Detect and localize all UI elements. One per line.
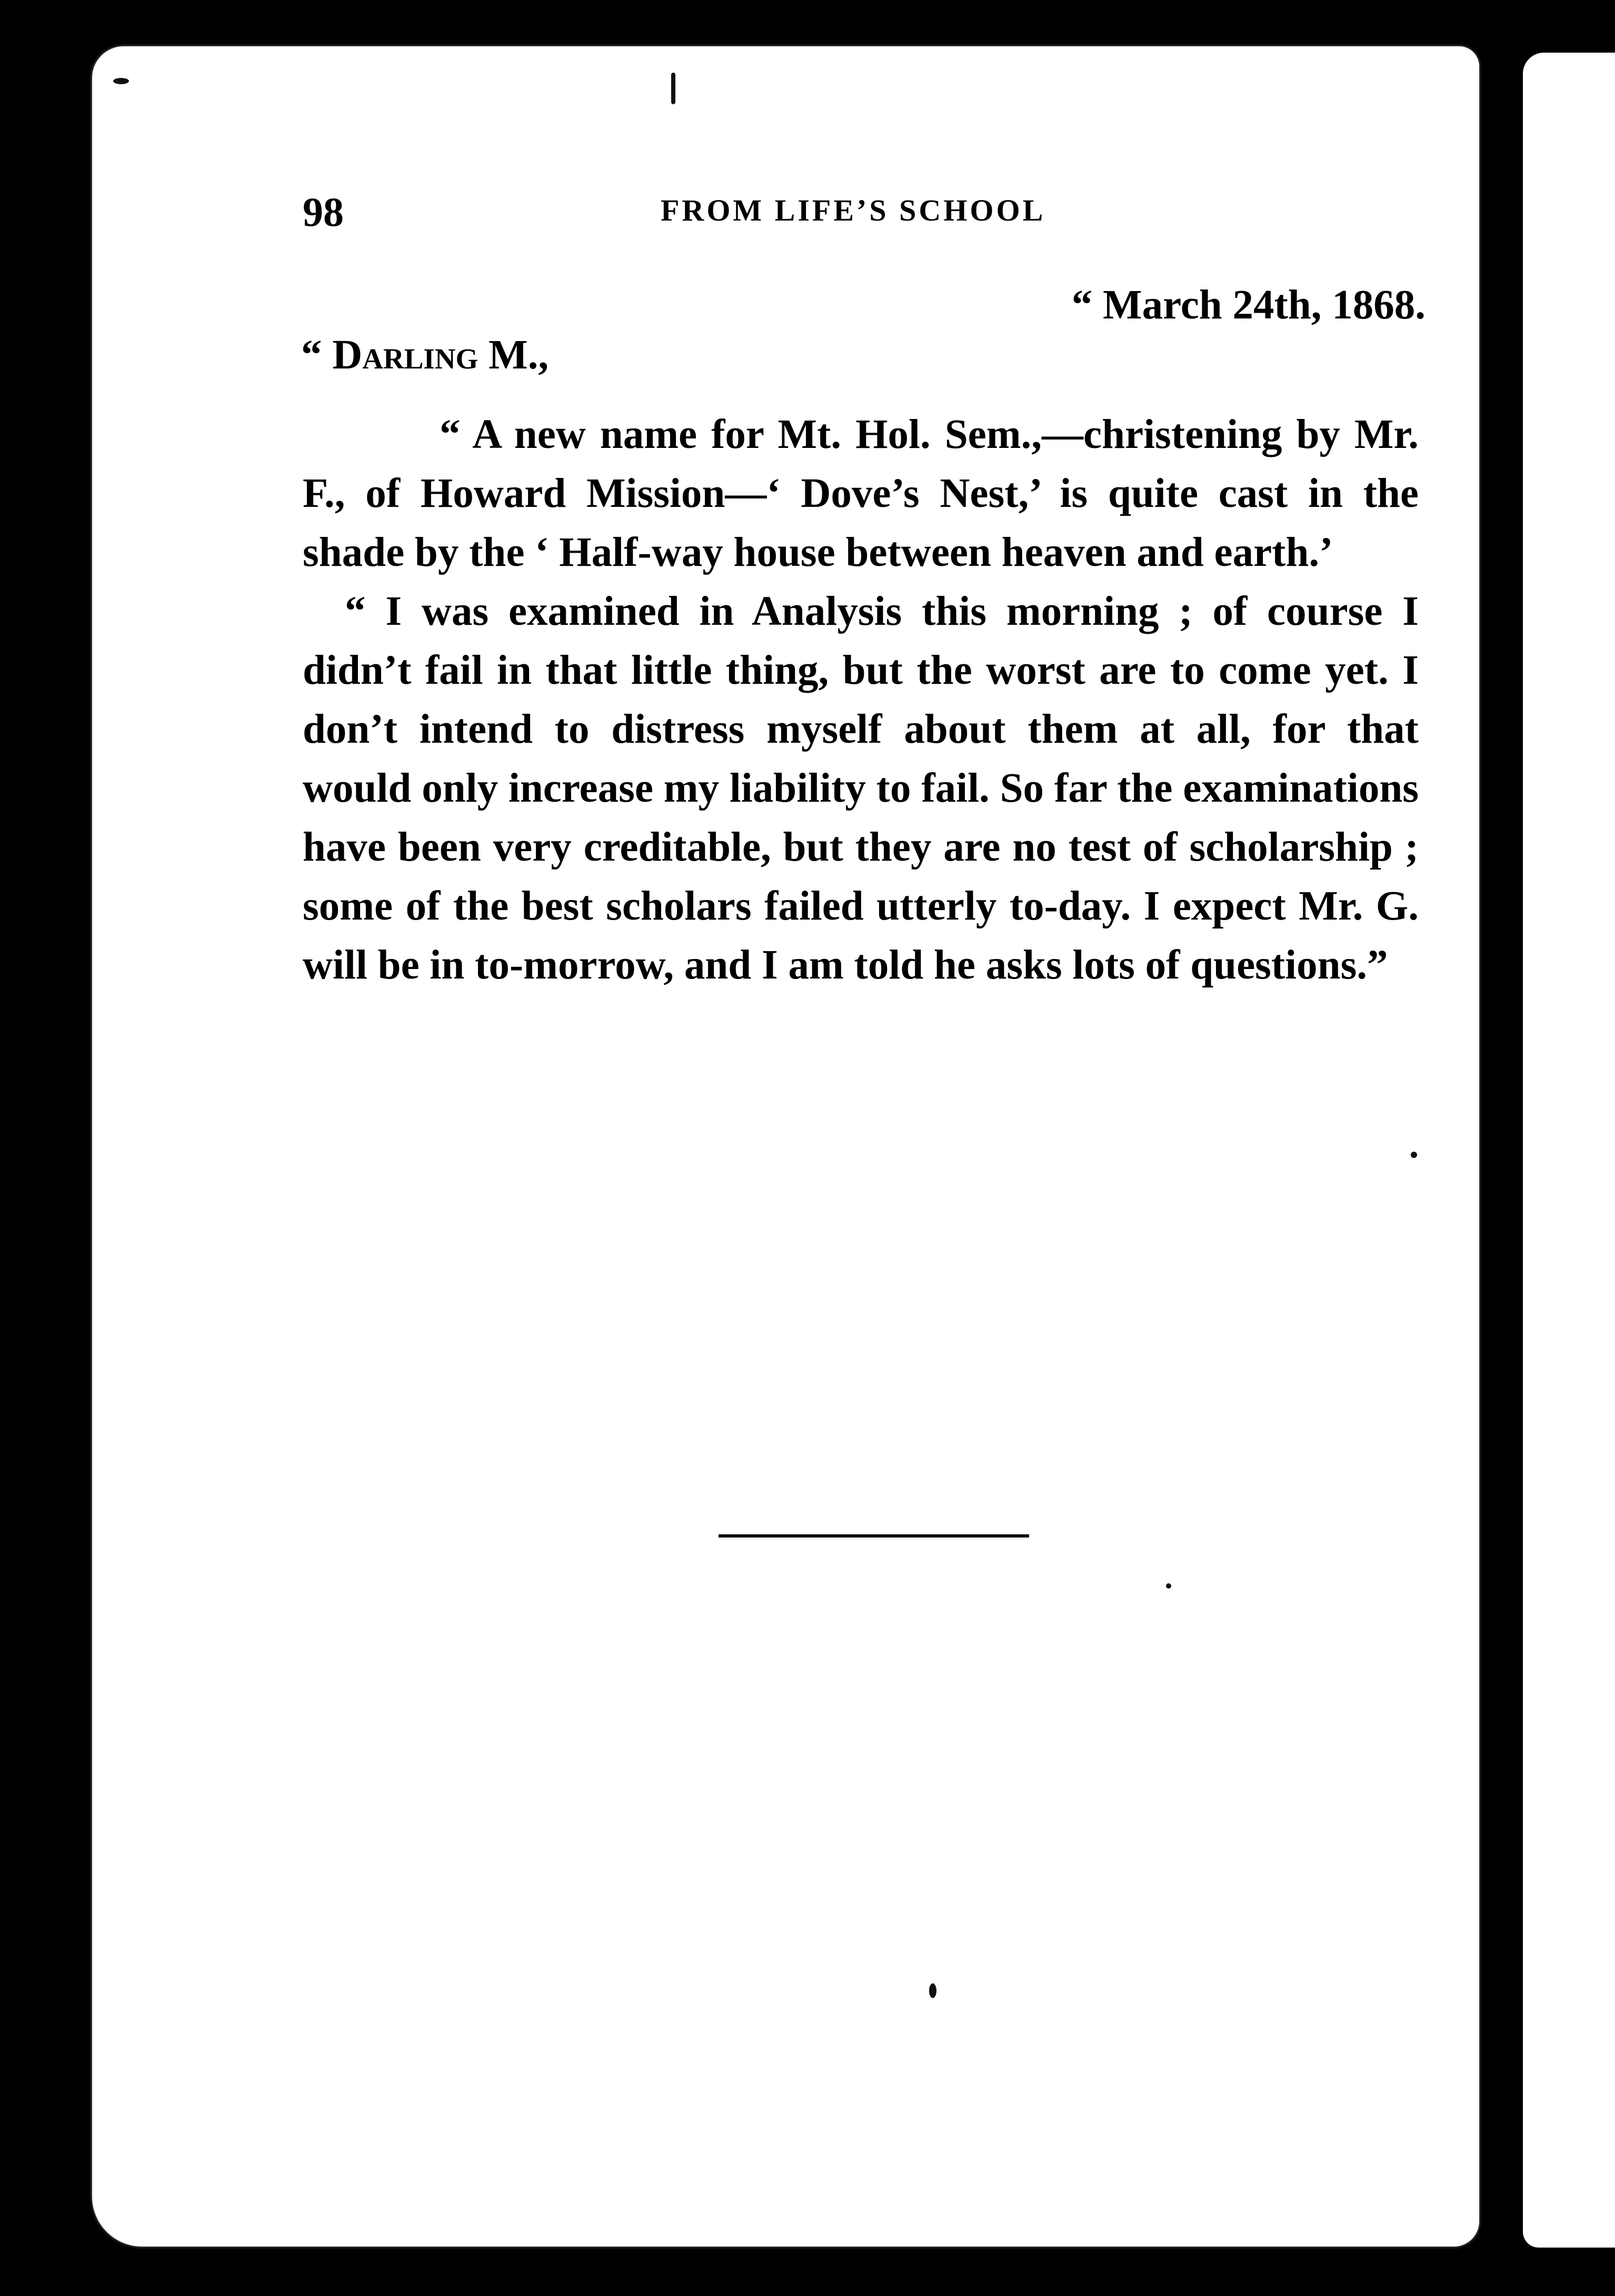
letter-salutation: “ Darling M.,	[301, 332, 549, 378]
scan-speck	[671, 73, 675, 104]
letter-date: “ March 24th, 1868.	[1071, 282, 1425, 328]
letter-paragraph: “ I was examined in Analysis this morning ; of course I didn’t fail in that little thing, but the worst are to come yet. I don’t intend to distress myself about them at all, for that would only increase my liability to fail. So far the examinations have been very creditable, but they are no test of scholarship ; some of the best scholars failed utterly to-day. I expect Mr. G. will be in to-morrow, and I am told he asks lots of questions.”	[303, 588, 1419, 988]
scan-speck	[113, 78, 129, 84]
section-divider-rule	[719, 1534, 1029, 1538]
page-number: 98	[303, 189, 344, 235]
letter-body	[303, 405, 1419, 995]
book-page	[92, 46, 1479, 2247]
next-leaf-edge	[1523, 53, 1615, 2248]
letter-paragraph: “ A new name for Mt. Hol. Sem.,—christening by Mr. F., of Howard Mission—‘ Dove’s Nest,’ is quite cast in the shade by the ‘ Half-way house between heaven and earth.’	[303, 412, 1419, 575]
scan-speck	[1166, 1583, 1171, 1589]
scan-speck	[1411, 1152, 1417, 1158]
scan-speck	[929, 1983, 936, 1998]
page-header	[303, 188, 1427, 236]
running-head: FROM LIFE’S SCHOOL	[661, 193, 1046, 227]
